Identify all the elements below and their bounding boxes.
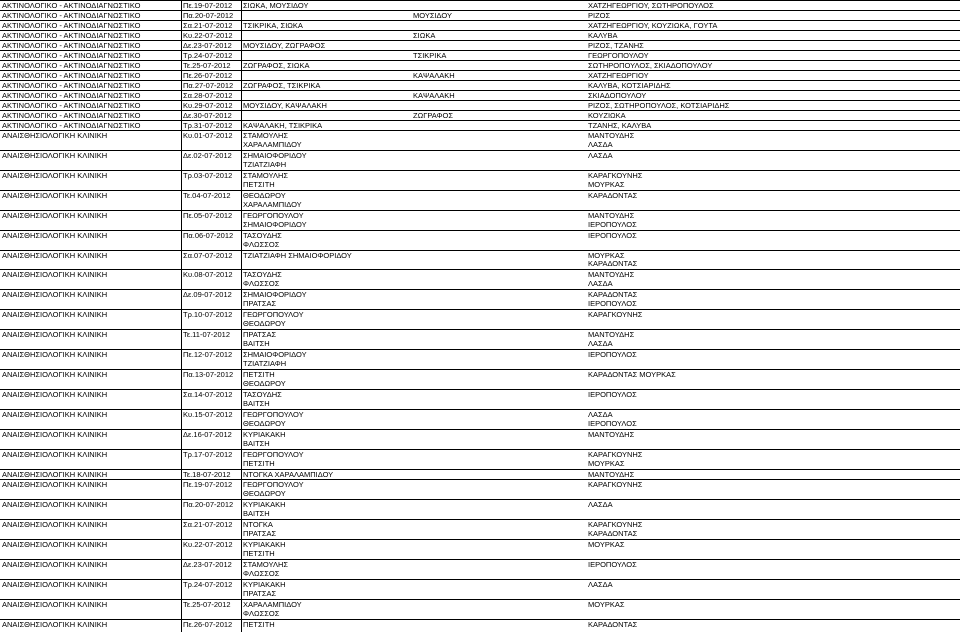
standby-staff-cell: ΙΕΡΟΠΟΥΛΟΣ <box>588 299 637 309</box>
date-cell: Σα.07-07-2012 <box>183 250 233 260</box>
date-cell: Τρ.24-07-2012 <box>183 50 233 60</box>
standby-staff-cell: ΜΑΝΤΟΥΔΗΣ <box>588 130 635 140</box>
morning-staff-cell: ΒΑΙΤΣΗ <box>243 439 270 449</box>
table-row <box>0 210 960 220</box>
table-row <box>0 559 960 569</box>
department-cell: ΑΝΑΙΣΘΗΣΙΟΛΟΓΙΚΗ ΚΛΙΝΙΚΗ <box>2 539 108 549</box>
table-row <box>0 90 960 100</box>
date-cell: Δε.30-07-2012 <box>183 110 232 120</box>
department-cell: ΑΝΑΙΣΘΗΣΙΟΛΟΓΙΚΗ ΚΛΙΝΙΚΗ <box>2 430 108 440</box>
table-row <box>0 349 960 359</box>
date-cell: Πε.26-07-2012 <box>183 619 233 629</box>
date-cell: Τρ.24-07-2012 <box>183 579 233 589</box>
standby-staff-cell: ΡΙΖΟΣ, ΤΖΑΝΗΣ <box>588 40 644 50</box>
table-row <box>0 100 960 110</box>
table-row <box>0 329 960 339</box>
morning-staff-cell: ΠΕΤΣΙΤΗ <box>243 370 275 380</box>
department-cell: ΑΝΑΙΣΘΗΣΙΟΛΟΓΙΚΗ ΚΛΙΝΙΚΗ <box>2 210 108 220</box>
date-cell: Πα.20-07-2012 <box>183 500 234 509</box>
morning-staff-cell: ΠΡΑΤΣΑΣ <box>243 299 277 309</box>
department-cell: ΑΚΤΙΝΟΛΟΓΙΚΟ - ΑΚΤΙΝΟΔΙΑΓΝΩΣΤΙΚΟ <box>2 110 141 120</box>
on-call-staff-cell: ΖΩΓΡΑΦΟΣ <box>413 110 454 120</box>
standby-staff-cell: ΣΚΙΑΔΟΠΟΥΛΟΥ <box>588 90 647 100</box>
standby-staff-cell: ΜΟΥΡΚΑΣ <box>588 539 625 549</box>
department-cell: ΑΚΤΙΝΟΛΟΓΙΚΟ - ΑΚΤΙΝΟΔΙΑΓΝΩΣΤΙΚΟ <box>2 60 141 70</box>
table-row <box>0 200 960 210</box>
table-row <box>0 529 960 539</box>
standby-staff-cell: ΣΩΤΗΡΟΠΟΥΛΟΣ, ΣΚΙΑΔΟΠΟΥΛΟΥ <box>588 60 713 70</box>
morning-staff-cell: ΠΕΤΣΙΤΗ <box>243 619 275 629</box>
table-row <box>0 429 960 439</box>
table-row <box>0 299 960 309</box>
standby-staff-cell: ΙΕΡΟΠΟΥΛΟΣ <box>588 390 637 400</box>
date-cell: Πε.26-07-2012 <box>183 70 233 80</box>
morning-staff-cell: ΣΤΑΜΟΥΛΗΣ <box>243 130 289 140</box>
table-row <box>0 609 960 619</box>
standby-staff-cell: ΡΙΖΟΣ <box>588 10 611 20</box>
morning-staff-cell: ΣΗΜΑΙΟΦΟΡΙΔΟΥ <box>243 350 307 360</box>
standby-staff-cell: ΙΕΡΟΠΟΥΛΟΣ <box>588 419 637 429</box>
morning-staff-cell: ΝΤΟΓΚΑ ΧΑΡΑΛΑΜΠΙΔΟΥ <box>243 470 334 480</box>
standby-staff-cell: ΚΑΡΑΓΚΟΥΝΗΣ <box>588 480 643 490</box>
standby-staff-cell: ΜΑΝΤΟΥΔΗΣ <box>588 330 635 340</box>
morning-staff-cell: ΓΕΩΡΓΟΠΟΥΛΟΥ <box>243 480 304 490</box>
morning-staff-cell: ΠΡΑΤΣΑΣ <box>243 330 277 340</box>
date-cell: Τρ.17-07-2012 <box>183 450 233 460</box>
standby-staff-cell: ΙΕΡΟΠΟΥΛΟΣ <box>588 559 637 569</box>
morning-staff-cell: ΤΖΙΑΤΖΙΑΦΗ <box>243 159 287 169</box>
department-cell: ΑΚΤΙΝΟΛΟΓΙΚΟ - ΑΚΤΙΝΟΔΙΑΓΝΩΣΤΙΚΟ <box>2 10 141 20</box>
department-cell: ΑΝΑΙΣΘΗΣΙΟΛΟΓΙΚΗ ΚΛΙΝΙΚΗ <box>2 470 108 480</box>
morning-staff-cell: ΧΑΡΑΛΑΜΠΙΔΟΥ <box>243 199 302 209</box>
department-cell: ΑΝΑΙΣΘΗΣΙΟΛΟΓΙΚΗ ΚΛΙΝΙΚΗ <box>2 579 108 589</box>
department-cell: ΑΚΤΙΝΟΛΟΓΙΚΟ - ΑΚΤΙΝΟΔΙΑΓΝΩΣΤΙΚΟ <box>2 20 141 30</box>
on-call-staff-cell: ΚΑΨΑΛΑΚΗ <box>413 90 455 100</box>
morning-staff-cell: ΓΕΩΡΓΟΠΟΥΛΟΥ <box>243 310 304 320</box>
date-cell: Τρ.10-07-2012 <box>183 310 233 320</box>
standby-staff-cell: ΧΑΤΖΗΓΕΩΡΓΙΟΥ <box>588 70 649 80</box>
table-row <box>0 379 960 389</box>
department-cell: ΑΝΑΙΣΘΗΣΙΟΛΟΓΙΚΗ ΚΛΙΝΙΚΗ <box>2 450 108 460</box>
morning-staff-cell: ΣΤΑΜΟΥΛΗΣ <box>243 170 289 180</box>
morning-staff-cell: ΦΛΩΣΣΟΣ <box>243 608 280 618</box>
department-cell: ΑΝΑΙΣΘΗΣΙΟΛΟΓΙΚΗ ΚΛΙΝΙΚΗ <box>2 519 108 529</box>
on-call-staff-cell: ΚΑΨΑΛΑΚΗ <box>413 70 455 80</box>
date-cell: Τε.25-07-2012 <box>183 599 231 609</box>
table-row <box>0 409 960 419</box>
morning-staff-cell: ΤΣΙΚΡΙΚΑ, ΣΙΩΚΑ <box>243 20 303 30</box>
department-cell: ΑΝΑΙΣΘΗΣΙΟΛΟΓΙΚΗ ΚΛΙΝΙΚΗ <box>2 230 108 240</box>
table-row <box>0 70 960 80</box>
morning-staff-cell: ΓΕΩΡΓΟΠΟΥΛΟΥ <box>243 450 304 460</box>
department-cell: ΑΝΑΙΣΘΗΣΙΟΛΟΓΙΚΗ ΚΛΙΝΙΚΗ <box>2 270 108 280</box>
standby-staff-cell: ΚΑΡΑΔΟΝΤΑΣ <box>588 528 638 538</box>
date-cell: Σα.28-07-2012 <box>183 90 233 100</box>
table-row <box>0 539 960 549</box>
date-cell: Πε.19-07-2012 <box>183 1 233 10</box>
table-row <box>0 60 960 70</box>
standby-staff-cell: ΜΑΝΤΟΥΔΗΣ <box>588 430 635 440</box>
department-cell: ΑΚΤΙΝΟΛΟΓΙΚΟ - ΑΚΤΙΝΟΔΙΑΓΝΩΣΤΙΚΟ <box>2 50 141 60</box>
table-row <box>0 549 960 559</box>
table-row <box>0 369 960 379</box>
table-row <box>0 0 960 10</box>
standby-staff-cell: ΚΑΡΑΔΟΝΤΑΣ <box>588 290 638 300</box>
standby-staff-cell: ΜΑΝΤΟΥΔΗΣ <box>588 470 635 480</box>
table-row <box>0 80 960 90</box>
department-cell: ΑΝΑΙΣΘΗΣΙΟΛΟΓΙΚΗ ΚΛΙΝΙΚΗ <box>2 330 108 340</box>
table-row <box>0 40 960 50</box>
table-row <box>0 359 960 369</box>
morning-staff-cell: ΖΩΓΡΑΦΟΣ, ΣΙΩΚΑ <box>243 60 310 70</box>
date-cell: Δε.23-07-2012 <box>183 40 232 50</box>
table-row <box>0 160 960 170</box>
date-cell: Κυ.15-07-2012 <box>183 410 233 420</box>
standby-staff-cell: ΙΕΡΟΠΟΥΛΟΣ <box>588 219 637 229</box>
morning-staff-cell: ΦΛΩΣΣΟΣ <box>243 279 280 289</box>
morning-staff-cell: ΖΩΓΡΑΦΟΣ, ΤΣΙΚΡΙΚΑ <box>243 80 321 90</box>
date-cell: Τρ.31-07-2012 <box>183 120 233 130</box>
table-row <box>0 10 960 20</box>
table-row <box>0 449 960 459</box>
department-cell: ΑΝΑΙΣΘΗΣΙΟΛΟΓΙΚΗ ΚΛΙΝΙΚΗ <box>2 350 108 360</box>
date-cell: Πα.13-07-2012 <box>183 370 234 380</box>
table-row <box>0 339 960 349</box>
standby-staff-cell: ΛΑΣΔΑ <box>588 139 613 149</box>
table-row <box>0 459 960 469</box>
date-cell: Πα.20-07-2012 <box>183 10 234 20</box>
standby-staff-cell: ΜΑΝΤΟΥΔΗΣ <box>588 210 635 220</box>
standby-staff-cell: ΜΑΝΤΟΥΔΗΣ <box>588 270 635 280</box>
standby-staff-cell: ΜΟΥΡΚΑΣ <box>588 179 625 189</box>
department-cell: ΑΝΑΙΣΘΗΣΙΟΛΟΓΙΚΗ ΚΛΙΝΙΚΗ <box>2 250 108 260</box>
standby-staff-cell: ΛΑΣΔΑ <box>588 500 613 509</box>
table-row <box>0 110 960 120</box>
morning-staff-cell: ΚΥΡΙΑΚΑΚΗ <box>243 500 286 509</box>
morning-staff-cell: ΚΥΡΙΑΚΑΚΗ <box>243 430 286 440</box>
standby-staff-cell: ΛΑΣΔΑ <box>588 279 613 289</box>
morning-staff-cell: ΘΕΟΔΩΡΟΥ <box>243 190 286 200</box>
table-row <box>0 519 960 529</box>
morning-staff-cell: ΦΛΩΣΣΟΣ <box>243 239 280 249</box>
table-row <box>0 20 960 30</box>
date-cell: Σα.14-07-2012 <box>183 390 233 400</box>
morning-staff-cell: ΓΕΩΡΓΟΠΟΥΛΟΥ <box>243 410 304 420</box>
department-cell: ΑΝΑΙΣΘΗΣΙΟΛΟΓΙΚΗ ΚΛΙΝΙΚΗ <box>2 190 108 200</box>
morning-staff-cell: ΒΑΙΤΣΗ <box>243 399 270 409</box>
department-cell: ΑΝΑΙΣΘΗΣΙΟΛΟΓΙΚΗ ΚΛΙΝΙΚΗ <box>2 390 108 400</box>
standby-staff-cell: ΜΟΥΡΚΑΣ <box>588 599 625 609</box>
table-row <box>0 419 960 429</box>
table-row <box>0 479 960 489</box>
standby-staff-cell: ΜΟΥΡΚΑΣ <box>588 250 625 260</box>
standby-staff-cell: ΙΕΡΟΠΟΥΛΟΣ <box>588 350 637 360</box>
on-call-staff-cell: ΤΣΙΚΡΙΚΑ <box>413 50 447 60</box>
table-row <box>0 589 960 599</box>
department-cell: ΑΚΤΙΝΟΛΟΓΙΚΟ - ΑΚΤΙΝΟΔΙΑΓΝΩΣΤΙΚΟ <box>2 70 141 80</box>
table-row <box>0 269 960 279</box>
department-cell: ΑΝΑΙΣΘΗΣΙΟΛΟΓΙΚΗ ΚΛΙΝΙΚΗ <box>2 480 108 490</box>
on-call-staff-cell: ΜΟΥΣΙΔΟΥ <box>413 10 453 20</box>
table-row <box>0 399 960 409</box>
morning-staff-cell: ΧΑΡΑΛΑΜΠΙΔΟΥ <box>243 139 302 149</box>
morning-staff-cell: ΘΕΟΔΩΡΟΥ <box>243 419 286 429</box>
date-cell: Σα.21-07-2012 <box>183 519 233 529</box>
department-cell: ΑΝΑΙΣΘΗΣΙΟΛΟΓΙΚΗ ΚΛΙΝΙΚΗ <box>2 500 108 509</box>
standby-staff-cell: ΧΑΤΖΗΓΕΩΡΓΙΟΥ, ΣΩΤΗΡΟΠΟΥΛΟΣ <box>588 1 714 10</box>
morning-staff-cell: ΓΕΩΡΓΟΠΟΥΛΟΥ <box>243 210 304 220</box>
date-cell: Τε.25-07-2012 <box>183 60 231 70</box>
standby-staff-cell: ΚΑΡΑΓΚΟΥΝΗΣ <box>588 450 643 460</box>
table-row <box>0 389 960 399</box>
table-row <box>0 250 960 260</box>
department-cell: ΑΝΑΙΣΘΗΣΙΟΛΟΓΙΚΗ ΚΛΙΝΙΚΗ <box>2 290 108 300</box>
table-row <box>0 140 960 150</box>
date-cell: Πα.06-07-2012 <box>183 230 234 240</box>
table-row <box>0 50 960 60</box>
table-row <box>0 599 960 609</box>
standby-staff-cell: ΛΑΣΔΑ <box>588 339 613 349</box>
department-cell: ΑΝΑΙΣΘΗΣΙΟΛΟΓΙΚΗ ΚΛΙΝΙΚΗ <box>2 310 108 320</box>
department-cell: ΑΝΑΙΣΘΗΣΙΟΛΟΓΙΚΗ ΚΛΙΝΙΚΗ <box>2 410 108 420</box>
table-row <box>0 120 960 130</box>
standby-staff-cell: ΛΑΣΔΑ <box>588 410 613 420</box>
department-cell: ΑΝΑΙΣΘΗΣΙΟΛΟΓΙΚΗ ΚΛΙΝΙΚΗ <box>2 130 108 140</box>
morning-staff-cell: ΚΑΨΑΛΑΚΗ, ΤΣΙΚΡΙΚΑ <box>243 120 323 130</box>
standby-staff-cell: ΛΑΣΔΑ <box>588 579 613 589</box>
department-cell: ΑΝΑΙΣΘΗΣΙΟΛΟΓΙΚΗ ΚΛΙΝΙΚΗ <box>2 370 108 380</box>
table-row <box>0 230 960 240</box>
table-row <box>0 289 960 299</box>
department-cell: ΑΚΤΙΝΟΛΟΓΙΚΟ - ΑΚΤΙΝΟΔΙΑΓΝΩΣΤΙΚΟ <box>2 1 141 10</box>
table-row <box>0 569 960 579</box>
date-cell: Κυ.08-07-2012 <box>183 270 233 280</box>
table-row <box>0 150 960 160</box>
date-cell: Δε.02-07-2012 <box>183 150 232 160</box>
standby-staff-cell: ΚΑΛΥΒΑ <box>588 30 618 40</box>
department-cell: ΑΝΑΙΣΘΗΣΙΟΛΟΓΙΚΗ ΚΛΙΝΙΚΗ <box>2 170 108 180</box>
standby-staff-cell: ΚΑΛΥΒΑ, ΚΟΤΣΙΑΡΙΔΗΣ <box>588 80 671 90</box>
morning-staff-cell: ΒΑΙΤΣΗ <box>243 339 270 349</box>
standby-staff-cell: ΚΑΡΑΔΟΝΤΑΣ <box>588 259 638 269</box>
department-cell: ΑΚΤΙΝΟΛΟΓΙΚΟ - ΑΚΤΙΝΟΔΙΑΓΝΩΣΤΙΚΟ <box>2 100 141 110</box>
on-call-staff-cell: ΣΙΩΚΑ <box>413 30 436 40</box>
morning-staff-cell: ΣΗΜΑΙΟΦΟΡΙΔΟΥ <box>243 290 307 300</box>
date-cell: Πα.27-07-2012 <box>183 80 234 90</box>
date-cell: Κυ.29-07-2012 <box>183 100 233 110</box>
table-row <box>0 309 960 319</box>
morning-staff-cell: ΜΟΥΣΙΔΟΥ, ΖΩΓΡΑΦΟΣ <box>243 40 326 50</box>
standby-staff-cell: ΚΑΡΑΓΚΟΥΝΗΣ <box>588 519 643 529</box>
standby-staff-cell: ΚΑΡΑΓΚΟΥΝΗΣ <box>588 310 643 320</box>
standby-staff-cell: ΚΟΥΖΙΩΚΑ <box>588 110 626 120</box>
table-row <box>0 180 960 190</box>
table-row <box>0 259 960 269</box>
standby-staff-cell: ΤΖΑΝΗΣ, ΚΑΛΥΒΑ <box>588 120 652 130</box>
standby-staff-cell: ΚΑΡΑΔΟΝΤΑΣ ΜΟΥΡΚΑΣ <box>588 370 676 380</box>
table-row <box>0 220 960 230</box>
date-cell: Κυ.01-07-2012 <box>183 130 233 140</box>
morning-staff-cell: ΘΕΟΔΩΡΟΥ <box>243 489 286 499</box>
morning-staff-cell: ΜΟΥΣΙΔΟΥ, ΚΑΨΑΛΑΚΗ <box>243 100 327 110</box>
date-cell: Πε.12-07-2012 <box>183 350 233 360</box>
morning-staff-cell: ΘΕΟΔΩΡΟΥ <box>243 379 286 389</box>
table-row <box>0 190 960 200</box>
morning-staff-cell: ΤΑΣΟΥΔΗΣ <box>243 390 282 400</box>
morning-staff-cell: ΤΖΙΑΤΖΙΑΦΗ <box>243 359 287 369</box>
date-cell: Δε.09-07-2012 <box>183 290 232 300</box>
morning-staff-cell: ΚΥΡΙΑΚΑΚΗ <box>243 579 286 589</box>
department-cell: ΑΚΤΙΝΟΛΟΓΙΚΟ - ΑΚΤΙΝΟΔΙΑΓΝΩΣΤΙΚΟ <box>2 40 141 50</box>
morning-staff-cell: ΦΛΩΣΣΟΣ <box>243 568 280 578</box>
date-cell: Τρ.03-07-2012 <box>183 170 233 180</box>
department-cell: ΑΚΤΙΝΟΛΟΓΙΚΟ - ΑΚΤΙΝΟΔΙΑΓΝΩΣΤΙΚΟ <box>2 80 141 90</box>
morning-staff-cell: ΤΑΣΟΥΔΗΣ <box>243 230 282 240</box>
morning-staff-cell: ΠΕΤΣΙΤΗ <box>243 179 275 189</box>
morning-staff-cell: ΠΡΑΤΣΑΣ <box>243 588 277 598</box>
department-cell: ΑΚΤΙΝΟΛΟΓΙΚΟ - ΑΚΤΙΝΟΔΙΑΓΝΩΣΤΙΚΟ <box>2 90 141 100</box>
date-cell: Κυ.22-07-2012 <box>183 30 233 40</box>
department-cell: ΑΝΑΙΣΘΗΣΙΟΛΟΓΙΚΗ ΚΛΙΝΙΚΗ <box>2 619 108 629</box>
date-cell: Τε.18-07-2012 <box>183 470 231 480</box>
table-row <box>0 319 960 329</box>
table-row <box>0 619 960 629</box>
standby-staff-cell: ΚΑΡΑΓΚΟΥΝΗΣ <box>588 170 643 180</box>
morning-staff-cell: ΣΗΜΑΙΟΦΟΡΙΔΟΥ <box>243 219 307 229</box>
table-row <box>0 279 960 289</box>
table-row <box>0 30 960 40</box>
date-cell: Τε.11-07-2012 <box>183 330 230 340</box>
morning-staff-cell: ΤΖΙΑΤΖΙΑΦΗ ΣΗΜΑΙΟΦΟΡΙΔΟΥ <box>243 250 352 260</box>
standby-staff-cell: ΙΕΡΟΠΟΥΛΟΣ <box>588 230 637 240</box>
morning-staff-cell: ΧΑΡΑΛΑΜΠΙΔΟΥ <box>243 599 302 609</box>
morning-staff-cell: ΠΕΤΣΙΤΗ <box>243 459 275 469</box>
morning-staff-cell: ΠΡΑΤΣΑΣ <box>243 528 277 538</box>
morning-staff-cell: ΚΥΡΙΑΚΑΚΗ <box>243 539 286 549</box>
date-cell: Κυ.22-07-2012 <box>183 539 233 549</box>
standby-staff-cell: ΧΑΤΖΗΓΕΩΡΓΙΟΥ, ΚΟΥΖΙΩΚΑ, ΓΟΥΤΑ <box>588 20 718 30</box>
date-cell: Δε.16-07-2012 <box>183 430 232 440</box>
department-cell: ΑΝΑΙΣΘΗΣΙΟΛΟΓΙΚΗ ΚΛΙΝΙΚΗ <box>2 599 108 609</box>
table-row <box>0 499 960 509</box>
table-row <box>0 130 960 140</box>
morning-staff-cell: ΣΙΩΚΑ, ΜΟΥΣΙΔΟΥ <box>243 1 309 10</box>
department-cell: ΑΝΑΙΣΘΗΣΙΟΛΟΓΙΚΗ ΚΛΙΝΙΚΗ <box>2 559 108 569</box>
standby-staff-cell: ΛΑΣΔΑ <box>588 150 613 160</box>
table-row <box>0 439 960 449</box>
morning-staff-cell: ΝΤΟΓΚΑ <box>243 519 273 529</box>
table-row <box>0 489 960 499</box>
morning-staff-cell: ΣΗΜΑΙΟΦΟΡΙΔΟΥ <box>243 150 307 160</box>
standby-staff-cell: ΚΑΡΑΔΟΝΤΑΣ <box>588 619 638 629</box>
date-cell: Τε.04-07-2012 <box>183 190 231 200</box>
standby-staff-cell: ΓΕΩΡΓΟΠΟΥΛΟΥ <box>588 50 649 60</box>
date-cell: Σα.21-07-2012 <box>183 20 233 30</box>
standby-staff-cell: ΜΟΥΡΚΑΣ <box>588 459 625 469</box>
morning-staff-cell: ΣΤΑΜΟΥΛΗΣ <box>243 559 289 569</box>
morning-staff-cell: ΠΕΤΣΙΤΗ <box>243 548 275 558</box>
table-row <box>0 509 960 519</box>
standby-staff-cell: ΚΑΡΑΔΟΝΤΑΣ <box>588 190 638 200</box>
date-cell: Δε.23-07-2012 <box>183 559 232 569</box>
standby-staff-cell: ΡΙΖΟΣ, ΣΩΤΗΡΟΠΟΥΛΟΣ, ΚΟΤΣΙΑΡΙΔΗΣ <box>588 100 730 110</box>
morning-staff-cell: ΤΑΣΟΥΔΗΣ <box>243 270 282 280</box>
department-cell: ΑΝΑΙΣΘΗΣΙΟΛΟΓΙΚΗ ΚΛΙΝΙΚΗ <box>2 150 108 160</box>
department-cell: ΑΚΤΙΝΟΛΟΓΙΚΟ - ΑΚΤΙΝΟΔΙΑΓΝΩΣΤΙΚΟ <box>2 30 141 40</box>
table-row <box>0 170 960 180</box>
date-cell: Πε.19-07-2012 <box>183 480 233 490</box>
table-row <box>0 469 960 479</box>
department-cell: ΑΚΤΙΝΟΛΟΓΙΚΟ - ΑΚΤΙΝΟΔΙΑΓΝΩΣΤΙΚΟ <box>2 120 141 130</box>
morning-staff-cell: ΘΕΟΔΩΡΟΥ <box>243 319 286 329</box>
date-cell: Πε.05-07-2012 <box>183 210 233 220</box>
table-row <box>0 579 960 589</box>
morning-staff-cell: ΒΑΙΤΣΗ <box>243 508 270 518</box>
table-row <box>0 240 960 250</box>
